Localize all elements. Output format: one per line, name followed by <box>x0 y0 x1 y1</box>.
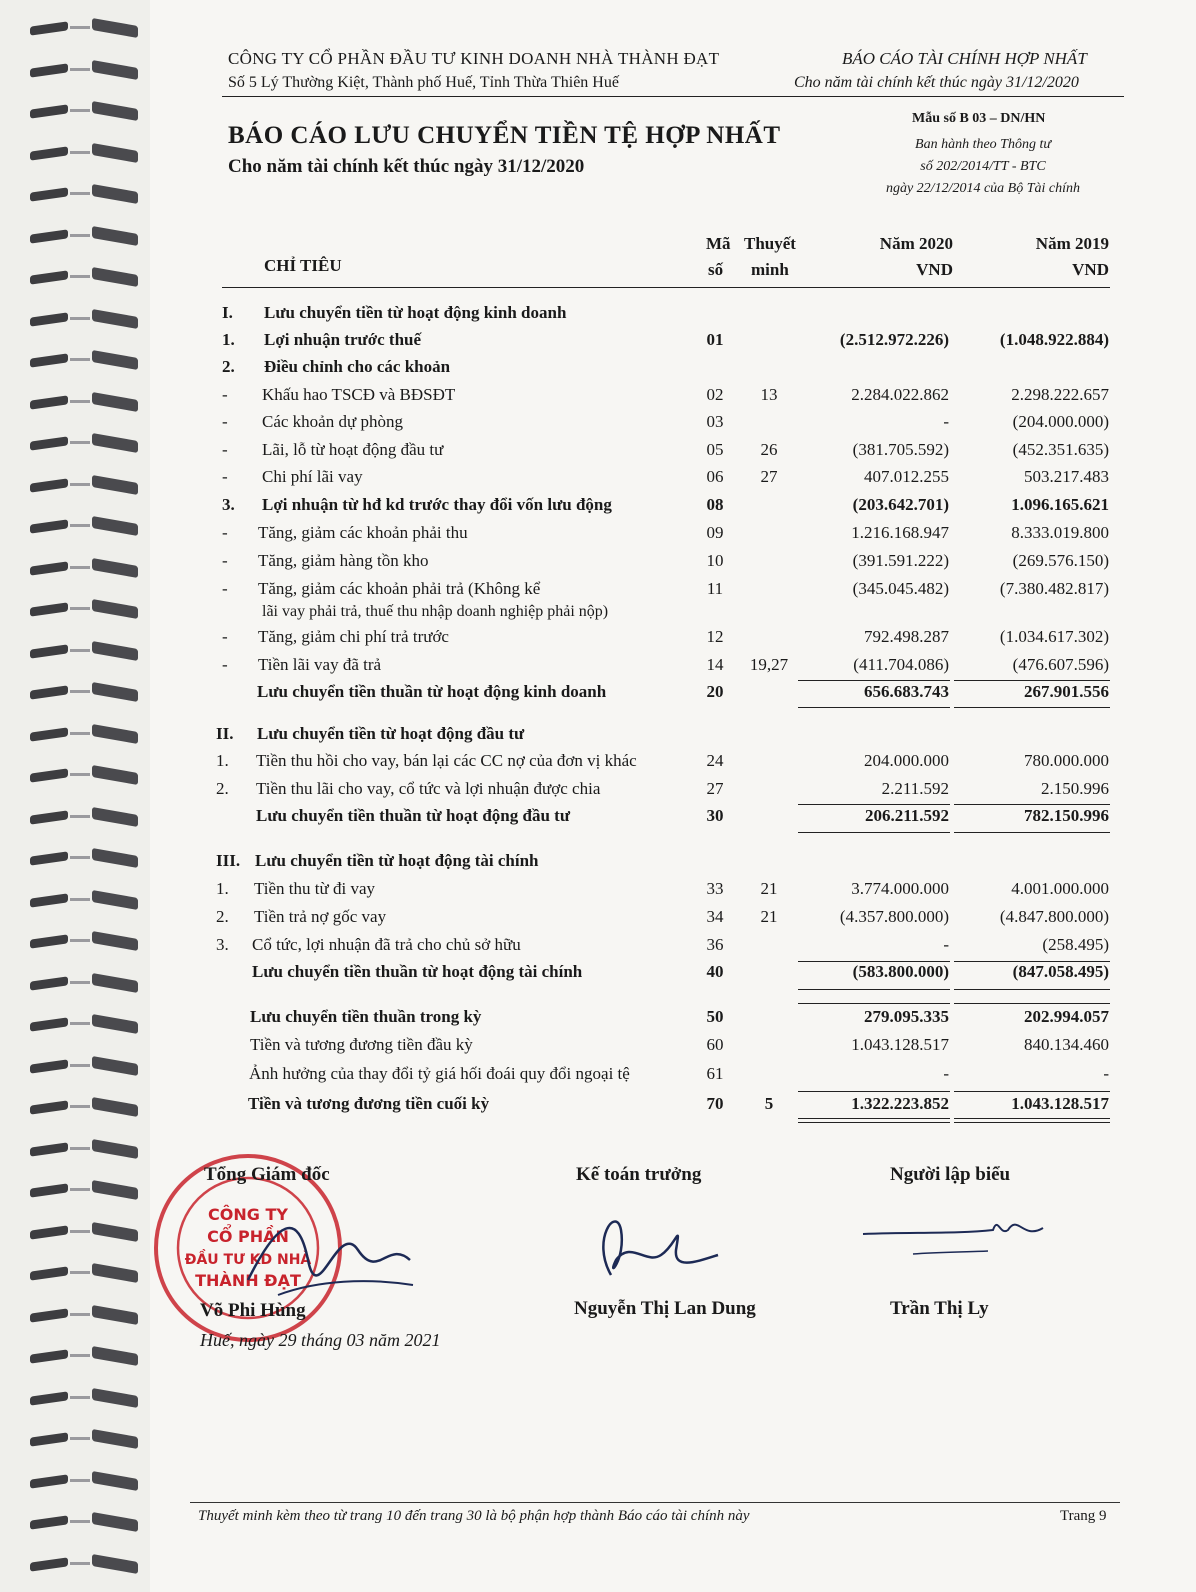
row-value-2020: 1.043.128.517 <box>851 1035 949 1054</box>
total-rule <box>954 1118 1110 1119</box>
total-rule <box>954 680 1110 681</box>
table-row <box>0 440 1196 464</box>
row-number: II. <box>216 724 234 743</box>
row-number: - <box>222 523 228 542</box>
binding-ring <box>30 1267 140 1281</box>
total-rule <box>798 1122 950 1123</box>
table-row <box>0 851 1196 875</box>
table-row <box>0 627 1196 651</box>
row-value-2020: - <box>943 412 949 431</box>
row-label: Cổ tức, lợi nhuận đã trả cho chủ sở hữu <box>252 935 521 954</box>
row-number: - <box>222 467 228 486</box>
row-label: Lợi nhuận từ hđ kd trước thay đổi vốn lưu động <box>262 495 612 514</box>
col-header-item: CHỈ TIÊU <box>264 256 342 275</box>
total-rule <box>798 1091 950 1092</box>
row-value-2019: 780.000.000 <box>1024 751 1109 770</box>
col-header-note-2: minh <box>751 260 789 279</box>
row-value-2019: (204.000.000) <box>1012 412 1109 431</box>
table-row <box>0 579 1196 620</box>
row-code: 27 <box>706 779 724 798</box>
row-code: 10 <box>706 551 724 570</box>
binding-ring <box>30 230 140 244</box>
table-row <box>0 1007 1196 1031</box>
row-code: 01 <box>706 330 724 349</box>
row-value-2020: - <box>943 935 949 954</box>
col-header-2020: Năm 2020 <box>879 234 953 253</box>
binding-ring <box>30 603 140 617</box>
row-number: - <box>222 579 228 598</box>
row-label: Tăng, giảm các khoản phải trả (Không kể <box>258 579 541 598</box>
binding-ring <box>30 1392 140 1406</box>
row-number: 2. <box>216 907 229 926</box>
row-label: Lợi nhuận trước thuế <box>264 330 422 349</box>
company-address: Số 5 Lý Thường Kiệt, Thành phố Huế, Tỉnh Thừa Thiên Huế <box>228 74 619 91</box>
row-note: 21 <box>760 907 778 926</box>
form-code: Mẫu số B 03 – DN/HN <box>912 111 1046 126</box>
binding-ring <box>30 271 140 285</box>
total-rule <box>954 1122 1110 1123</box>
row-number: 2. <box>222 357 235 376</box>
col-header-note-1: Thuyết <box>744 234 796 253</box>
col-header-2019: Năm 2019 <box>1035 234 1109 253</box>
total-rule <box>954 804 1110 805</box>
row-value-2019: - <box>1103 1064 1109 1083</box>
row-number: 1. <box>222 330 235 349</box>
header-rule <box>222 287 1110 288</box>
row-value-2019: (1.034.617.302) <box>999 627 1109 646</box>
row-value-2020: 206.211.592 <box>864 806 949 825</box>
total-rule <box>798 1003 950 1004</box>
row-code: 36 <box>706 935 724 954</box>
binding-ring <box>30 1433 140 1447</box>
row-value-2020: 279.095.335 <box>864 1007 949 1026</box>
row-label: Tiền và tương đương tiền cuối kỳ <box>248 1094 490 1113</box>
total-rule <box>954 1091 1110 1092</box>
row-number: 2. <box>216 779 229 798</box>
director-name: Võ Phi Hùng <box>200 1300 306 1321</box>
row-code: 60 <box>706 1035 724 1054</box>
accountant-title: Kế toán trưởng <box>576 1164 702 1185</box>
total-rule <box>954 1003 1110 1004</box>
accountant-name: Nguyễn Thị Lan Dung <box>574 1298 756 1319</box>
row-value-2020: (411.704.086) <box>853 655 949 674</box>
total-rule <box>798 1118 950 1119</box>
row-value-2020: (4.357.800.000) <box>839 907 949 926</box>
total-rule <box>954 961 1110 962</box>
footer-divider <box>190 1502 1120 1503</box>
row-value-2019: 840.134.460 <box>1024 1035 1109 1054</box>
preparer-title: Người lập biểu <box>890 1164 1011 1185</box>
issued-line-3: ngày 22/12/2014 của Bộ Tài chính <box>885 181 1081 196</box>
row-number: 3. <box>216 935 229 954</box>
signing-date: Huế, ngày 29 tháng 03 năm 2021 <box>200 1330 441 1350</box>
row-label: Lưu chuyển tiền thuần từ hoạt động đầu tư <box>256 806 571 825</box>
issued-line-1: Ban hành theo Thông tư <box>915 137 1051 152</box>
row-note: 21 <box>760 879 778 898</box>
table-row <box>0 330 1196 354</box>
row-value-2020: (391.591.222) <box>852 551 949 570</box>
table-row <box>0 1035 1196 1059</box>
row-label: Khấu hao TSCĐ và BĐSĐT <box>262 385 456 404</box>
row-code: 11 <box>706 579 724 598</box>
stamp-line-3: ĐẦU TƯ KD NHÀ <box>184 1252 312 1268</box>
row-code: 08 <box>706 495 724 514</box>
stamp-line-4: THÀNH ĐẠT <box>195 1271 301 1290</box>
row-value-2019: (452.351.635) <box>1012 440 1109 459</box>
row-code: 05 <box>706 440 724 459</box>
table-row <box>0 551 1196 575</box>
binding-ring <box>30 22 140 36</box>
row-note: 5 <box>764 1094 774 1113</box>
binding-ring <box>30 147 140 161</box>
row-label: Tăng, giảm các khoản phải thu <box>258 523 468 542</box>
row-note: 19,27 <box>749 655 789 674</box>
total-rule <box>798 804 950 805</box>
row-label: Lưu chuyển tiền thuần từ hoạt động kinh doanh <box>257 682 607 701</box>
binding-ring <box>30 1143 140 1157</box>
row-label: Tiền thu hồi cho vay, bán lại các CC nợ của đơn vị khác <box>256 751 637 770</box>
row-value-2020: 656.683.743 <box>864 682 949 701</box>
page-subtitle: Cho năm tài chính kết thúc ngày 31/12/2020 <box>228 156 585 177</box>
row-label: Lãi, lỗ từ hoạt động đầu tư <box>262 440 444 459</box>
row-label: Điều chỉnh cho các khoản <box>264 357 451 376</box>
row-value-2019: 2.150.996 <box>1041 779 1109 798</box>
table-row <box>0 907 1196 931</box>
row-value-2020: (345.045.482) <box>852 579 949 598</box>
row-label: Tăng, giảm chi phí trả trước <box>258 627 449 646</box>
row-value-2020: (2.512.972.226) <box>839 330 949 349</box>
row-label: Lưu chuyển tiền từ hoạt động tài chính <box>255 851 539 870</box>
row-number: - <box>222 655 228 674</box>
issued-line-2: số 202/2014/TT - BTC <box>920 159 1046 174</box>
binding-ring <box>30 1516 140 1530</box>
row-number: - <box>222 440 228 459</box>
preparer-name: Trần Thị Ly <box>890 1298 989 1319</box>
binding-ring <box>30 188 140 202</box>
total-rule <box>954 832 1110 833</box>
report-period: Cho năm tài chính kết thúc ngày 31/12/2020 <box>794 74 1079 91</box>
row-value-2020: 3.774.000.000 <box>851 879 949 898</box>
page-number: Trang 9 <box>1060 1508 1107 1524</box>
binding-ring <box>30 1558 140 1572</box>
row-value-2019: 2.298.222.657 <box>1011 385 1109 404</box>
row-code: 40 <box>706 962 724 981</box>
report-type: BÁO CÁO TÀI CHÍNH HỢP NHẤT <box>842 49 1087 68</box>
col-header-2020-unit: VND <box>916 260 953 279</box>
table-row <box>0 495 1196 519</box>
table-row <box>0 357 1196 381</box>
table-row <box>0 655 1196 679</box>
row-number: III. <box>216 851 241 870</box>
row-value-2019: (1.048.922.884) <box>999 330 1109 349</box>
table-row <box>0 879 1196 903</box>
row-value-2019: (7.380.482.817) <box>999 579 1109 598</box>
row-value-2019: (258.495) <box>1042 935 1109 954</box>
row-label: Ảnh hưởng của thay đổi tỷ giá hối đoái quy đổi ngoại tệ <box>249 1064 630 1083</box>
row-code: 03 <box>706 412 724 431</box>
row-value-2020: 1.216.168.947 <box>851 523 949 542</box>
col-header-code-2: số <box>708 260 724 279</box>
binding-ring <box>30 64 140 78</box>
table-row <box>0 682 1196 706</box>
row-value-2019: 1.096.165.621 <box>1011 495 1109 514</box>
row-label: Tiền thu lãi cho vay, cổ tức và lợi nhuận được chia <box>256 779 601 798</box>
row-label: Tiền trả nợ gốc vay <box>254 907 387 926</box>
table-row <box>0 523 1196 547</box>
total-rule <box>954 707 1110 708</box>
row-label: Các khoản dự phòng <box>262 412 403 431</box>
header-divider <box>222 96 1124 97</box>
row-label: Lưu chuyển tiền từ hoạt động đầu tư <box>257 724 525 743</box>
row-label: Tiền và tương đương tiền đầu kỳ <box>250 1035 473 1054</box>
row-note: 27 <box>760 467 778 486</box>
footer-note: Thuyết minh kèm theo từ trang 10 đến trang 30 là bộ phận hợp thành Báo cáo tài chính này <box>198 1508 750 1524</box>
row-number: - <box>222 385 228 404</box>
table-row <box>0 303 1196 327</box>
director-title: Tổng Giám đốc <box>204 1164 330 1185</box>
row-value-2019: (269.576.150) <box>1012 551 1109 570</box>
row-value-2019: 202.994.057 <box>1024 1007 1109 1026</box>
total-rule <box>798 989 950 990</box>
row-code: 70 <box>706 1094 724 1113</box>
table-row <box>0 779 1196 803</box>
row-code: 02 <box>706 385 724 404</box>
total-rule <box>798 832 950 833</box>
preparer-signature <box>858 1206 1048 1266</box>
row-code: 12 <box>706 627 724 646</box>
row-number: I. <box>222 303 233 322</box>
row-label: Lưu chuyển tiền thuần từ hoạt động tài chính <box>252 962 583 981</box>
row-label: Tiền thu từ đi vay <box>254 879 375 898</box>
row-number: 1. <box>216 751 229 770</box>
company-name: CÔNG TY CỔ PHẦN ĐẦU TƯ KINH DOANH NHÀ THÀNH ĐẠT <box>228 49 720 68</box>
row-number: 3. <box>222 495 235 514</box>
row-value-2020: (381.705.592) <box>852 440 949 459</box>
row-label-continued: lãi vay phải trả, thuế thu nhập doanh nghiệp phải nộp) <box>262 603 609 620</box>
row-value-2019: 4.001.000.000 <box>1011 879 1109 898</box>
row-label: Lưu chuyển tiền thuần trong kỳ <box>250 1007 482 1026</box>
table-row <box>0 467 1196 491</box>
col-header-code-1: Mã <box>706 234 731 253</box>
binding-ring <box>30 1184 140 1198</box>
row-code: 14 <box>706 655 724 674</box>
row-value-2019: (847.058.495) <box>1012 962 1109 981</box>
row-label: Tăng, giảm hàng tồn kho <box>258 551 429 570</box>
row-code: 61 <box>706 1064 724 1083</box>
row-value-2020: 407.012.255 <box>864 467 949 486</box>
row-label: Tiền lãi vay đã trả <box>258 655 382 674</box>
row-value-2019: (476.607.596) <box>1012 655 1109 674</box>
total-rule <box>798 961 950 962</box>
table-row <box>0 806 1196 830</box>
row-code: 20 <box>706 682 724 701</box>
row-number: - <box>222 551 228 570</box>
row-label: Chi phí lãi vay <box>262 467 363 486</box>
row-note: 26 <box>760 440 778 459</box>
binding-ring <box>30 1309 140 1323</box>
col-header-2019-unit: VND <box>1072 260 1109 279</box>
row-value-2020: 2.211.592 <box>881 779 949 798</box>
row-value-2020: 204.000.000 <box>864 751 949 770</box>
table-row <box>0 724 1196 748</box>
total-rule <box>798 707 950 708</box>
row-code: 06 <box>706 467 724 486</box>
issued-by <box>858 134 1108 200</box>
director-signature <box>238 1200 418 1310</box>
row-code: 24 <box>706 751 724 770</box>
table-row <box>0 751 1196 775</box>
row-value-2019: 267.901.556 <box>1024 682 1109 701</box>
row-value-2019: 1.043.128.517 <box>1011 1094 1109 1113</box>
row-value-2020: (583.800.000) <box>852 962 949 981</box>
row-value-2020: 1.322.223.852 <box>851 1094 949 1113</box>
row-value-2019: 8.333.019.800 <box>1011 523 1109 542</box>
accountant-signature <box>586 1200 726 1290</box>
binding-ring <box>30 1475 140 1489</box>
row-value-2020: - <box>943 1064 949 1083</box>
row-number: - <box>222 412 228 431</box>
row-value-2019: 782.150.996 <box>1024 806 1109 825</box>
table-row <box>0 935 1196 959</box>
binding-ring <box>30 105 140 119</box>
table-row <box>0 962 1196 986</box>
row-value-2020: 792.498.287 <box>864 627 949 646</box>
stamp-line-2: CỔ PHẦN <box>207 1227 289 1246</box>
total-rule <box>954 989 1110 990</box>
table-row <box>0 412 1196 436</box>
table-row <box>0 385 1196 409</box>
row-value-2019: (4.847.800.000) <box>999 907 1109 926</box>
total-rule <box>798 680 950 681</box>
row-value-2019: 503.217.483 <box>1024 467 1109 486</box>
row-code: 33 <box>706 879 724 898</box>
binding-ring <box>30 1226 140 1240</box>
row-value-2020: 2.284.022.862 <box>851 385 949 404</box>
row-code: 30 <box>706 806 724 825</box>
row-number: 1. <box>216 879 229 898</box>
row-code: 50 <box>706 1007 724 1026</box>
binding-ring <box>30 1350 140 1364</box>
row-code: 34 <box>706 907 724 926</box>
row-note: 13 <box>760 385 778 404</box>
row-code: 09 <box>706 523 724 542</box>
row-label: Lưu chuyển tiền từ hoạt động kinh doanh <box>264 303 567 322</box>
row-number: - <box>222 627 228 646</box>
table-row <box>0 1094 1196 1118</box>
page-title: BÁO CÁO LƯU CHUYỂN TIỀN TỆ HỢP NHẤT <box>228 122 781 149</box>
stamp-line-1: CÔNG TY <box>208 1205 288 1224</box>
row-value-2020: (203.642.701) <box>852 495 949 514</box>
table-row <box>0 1064 1196 1088</box>
